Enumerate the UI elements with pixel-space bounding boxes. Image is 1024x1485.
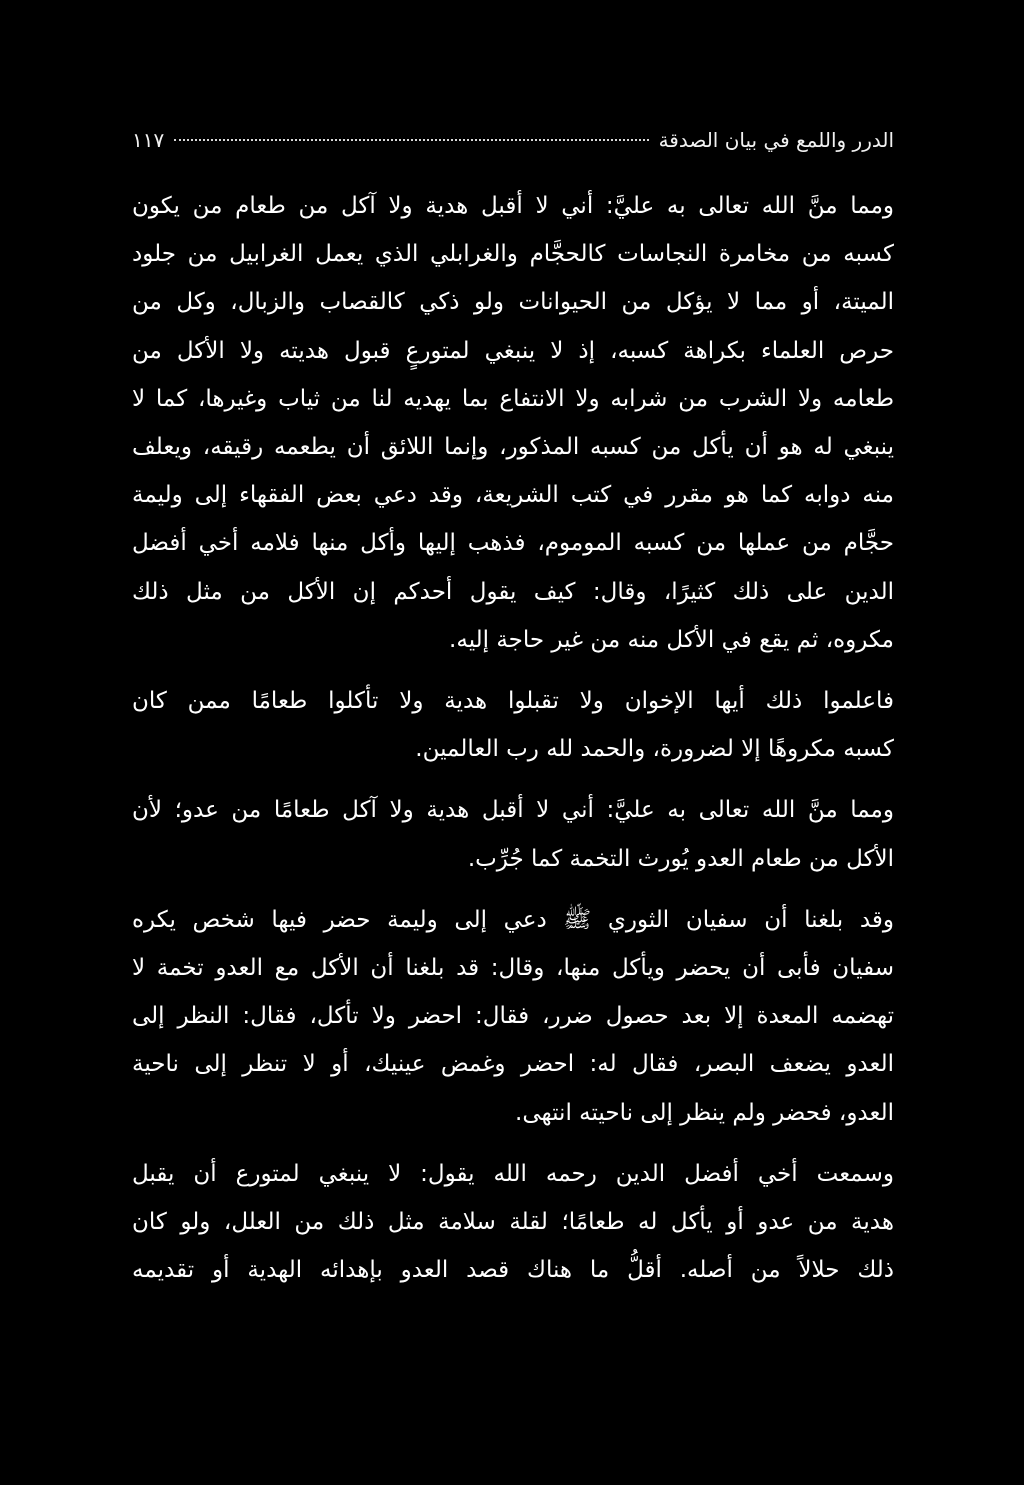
- paragraph-2: [132, 677, 894, 773]
- text-line: الميتة، أو مما لا يؤكل من الحيوانات ولو ذكي كالقصاب والزبال، وكل من: [132, 289, 894, 316]
- paragraph-3: [132, 786, 894, 882]
- text-line: العدو يضعف البصر، فقال له: احضر وغمض عينيك، أو لا تنظر إلى ناحية: [132, 1051, 894, 1078]
- text-line: حجَّام من عملها من كسبه الموموم، فذهب إليها وأكل منها فلامه أخي أفضل: [132, 530, 894, 557]
- text-line: ذلك حلالاً من أصله. أقلُّ ما هناك قصد العدو بإهدائه الهدية أو تقديمه: [132, 1257, 894, 1284]
- book-page: [132, 128, 894, 1307]
- text-line: ينبغي له هو أن يأكل من كسبه المذكور، وإنما اللائق أن يطعمه رقيقه، ويعلف: [132, 434, 894, 461]
- text-line: حرص العلماء بكراهة كسبه، إذ لا ينبغي لمتورعٍ قبول هديته ولا الأكل من: [132, 337, 894, 364]
- text-line: مكروه، ثم يقع في الأكل منه من غير حاجة إليه.: [449, 626, 894, 653]
- text-line: كسبه من مخامرة النجاسات كالحجَّام والغرابلي الذي يعمل الغرابيل من جلود: [132, 241, 894, 268]
- text-line: وسمعت أخي أفضل الدين رحمه الله يقول: لا ينبغي لمتورع أن يقبل: [132, 1160, 894, 1187]
- text-line: هدية من عدو أو يأكل له طعامًا؛ لقلة سلامة مثل ذلك من العلل، ولو كان: [132, 1209, 894, 1236]
- paragraph-4: [132, 896, 894, 1137]
- running-title: الدرر واللمع في بيان الصدقة: [658, 128, 894, 152]
- text-line: سفيان فأبى أن يحضر ويأكل منها، وقال: قد بلغنا أن الأكل مع العدو تخمة لا: [132, 955, 894, 982]
- text-line: كسبه مكروهًا إلا لضرورة، والحمد لله رب العالمين.: [415, 736, 894, 763]
- page-number: ١١٧: [132, 128, 165, 152]
- text-line: تهضمه المعدة إلا بعد حصول ضرر، فقال: احضر ولا تأكل، فقال: النظر إلى: [132, 1003, 894, 1030]
- header-dot-leader: [174, 139, 648, 141]
- text-line: العدو، فحضر ولم ينظر إلى ناحيته انتهى.: [515, 1099, 894, 1126]
- paragraph-5: [132, 1150, 894, 1295]
- text-line: الأكل من طعام العدو يُورث التخمة كما جُرِّب.: [467, 845, 894, 872]
- text-line: طعامه ولا الشرب من شرابه ولا الانتفاع بما يهديه لنا من ثياب وغيرها، كما لا: [132, 385, 894, 412]
- text-line: الدين على ذلك كثيرًا، وقال: كيف يقول أحدكم إن الأكل من مثل ذلك: [132, 578, 894, 605]
- paragraph-1: [132, 182, 894, 664]
- text-line: ومما منَّ الله تعالى به عليَّ: أني لا أقبل هدية ولا آكل طعامًا من عدو؛ لأن: [132, 797, 894, 824]
- text-line: منه دوابه كما هو مقرر في كتب الشريعة، وقد دعي بعض الفقهاء إلى وليمة: [132, 482, 894, 509]
- text-line: ومما منَّ الله تعالى به عليَّ: أني لا أقبل هدية ولا آكل من طعام من يكون: [132, 193, 894, 219]
- text-line: فاعلموا ذلك أيها الإخوان ولا تقبلوا هدية ولا تأكلوا طعامًا ممن كان: [132, 688, 894, 715]
- text-line: وقد بلغنا أن سفيان الثوري ﷺ دعي إلى وليمة حضر فيها شخص يكره: [132, 906, 894, 933]
- page-header: [132, 128, 894, 168]
